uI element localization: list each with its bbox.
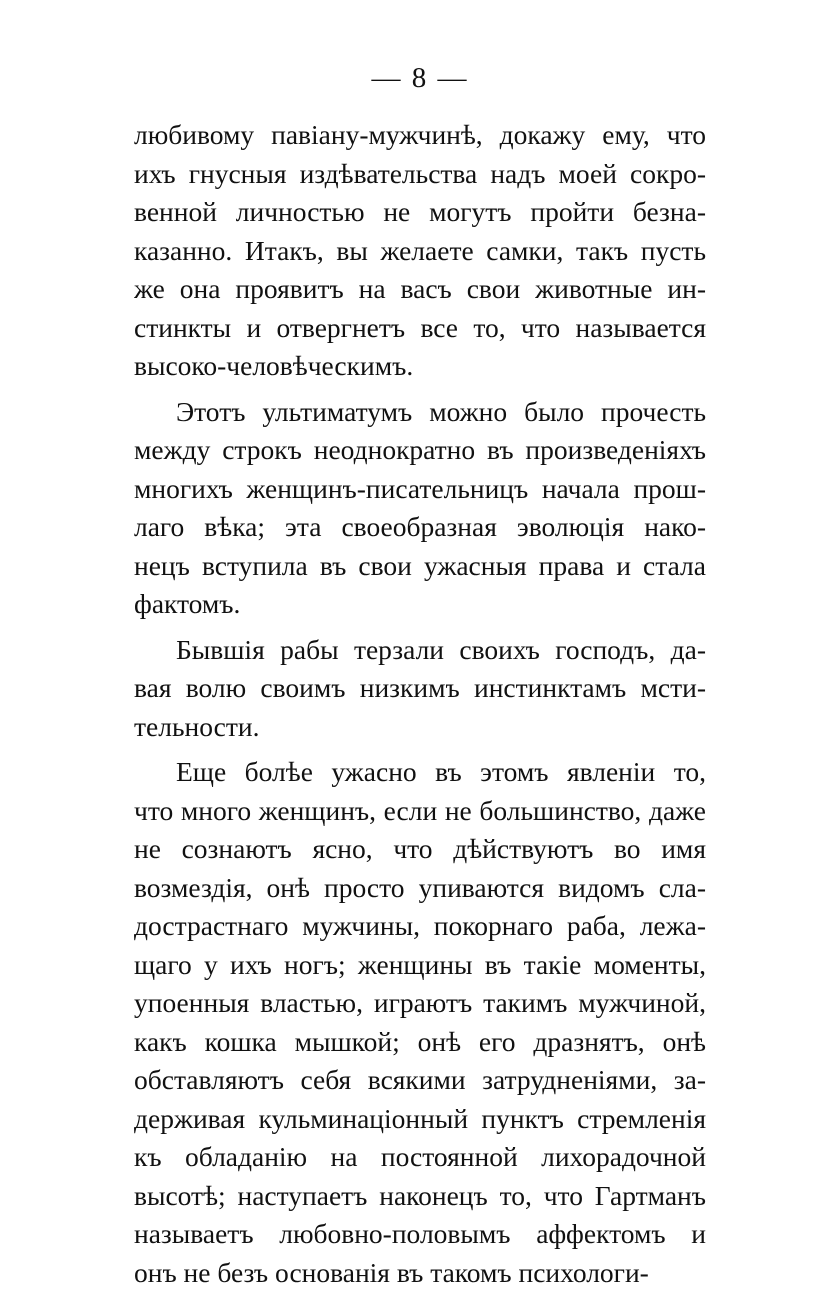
text-line: же она проявитъ на васъ свои животные ин- [134,270,706,309]
text-line: онъ не безъ основанiя въ такомъ психологи- [134,1254,706,1292]
text-line: вая волю своимъ низкимъ инстинктамъ мсти- [134,669,706,708]
text-line: высоко-человѣческимъ. [134,347,706,386]
text-line: фактомъ. [134,585,706,624]
text-line: дострастнаго мужчины, покорнаго раба, лежа- [134,907,706,946]
paragraph [134,753,706,1292]
text-line: Этотъ ультиматумъ можно было прочесть [134,393,706,432]
text-line: венной личностью не могутъ пройти безна- [134,193,706,232]
text-line: между строкъ неоднократно въ произведенiяхъ [134,431,706,470]
text-line: ихъ гнусныя издѣвательства надъ моей сокро- [134,155,706,194]
text-line: какъ кошка мышкой; онѣ его дразнятъ, онѣ [134,1023,706,1062]
text-line: называетъ любовно-половымъ аффектомъ и [134,1215,706,1254]
page-number: — 8 — [0,62,840,95]
text-line: что много женщинъ, если не большинство, даже [134,792,706,831]
paragraph-gap [134,624,706,631]
text-line: Еще болѣе ужасно въ этомъ явленiи то, [134,753,706,792]
text-line: высотѣ; наступаетъ наконецъ то, что Гартманъ [134,1177,706,1216]
paragraph [134,393,706,624]
text-line: щаго у ихъ ногъ; женщины въ такiе моменты, [134,946,706,985]
body-text [134,116,706,1292]
paragraph-gap [134,746,706,753]
text-line: стинкты и отвергнетъ все то, что называется [134,309,706,348]
paragraph-gap [134,386,706,393]
text-line: многихъ женщинъ-писательницъ начала прош- [134,470,706,509]
text-line: обставляютъ себя всякими затрудненiями, за- [134,1061,706,1100]
text-line: Бывшiя рабы терзали своихъ господъ, да- [134,631,706,670]
text-line: казанно. Итакъ, вы желаете самки, такъ пусть [134,232,706,271]
text-line: тельности. [134,708,706,747]
text-line: любивому павiану-мужчинѣ, докажу ему, что [134,116,706,155]
paragraph [134,116,706,386]
text-line: упоенныя властью, играютъ такимъ мужчиной, [134,984,706,1023]
text-line: нецъ вступила въ свои ужасныя права и стала [134,547,706,586]
paragraph [134,631,706,747]
text-line: лаго вѣка; эта своеобразная эволюцiя нако- [134,508,706,547]
text-line: держивая кульминацiонный пунктъ стремленiя [134,1100,706,1139]
text-line: не сознаютъ ясно, что дѣйствуютъ во имя [134,830,706,869]
text-line: возмездiя, онѣ просто упиваются видомъ сла- [134,869,706,908]
text-line: къ обладанiю на постоянной лихорадочной [134,1138,706,1177]
